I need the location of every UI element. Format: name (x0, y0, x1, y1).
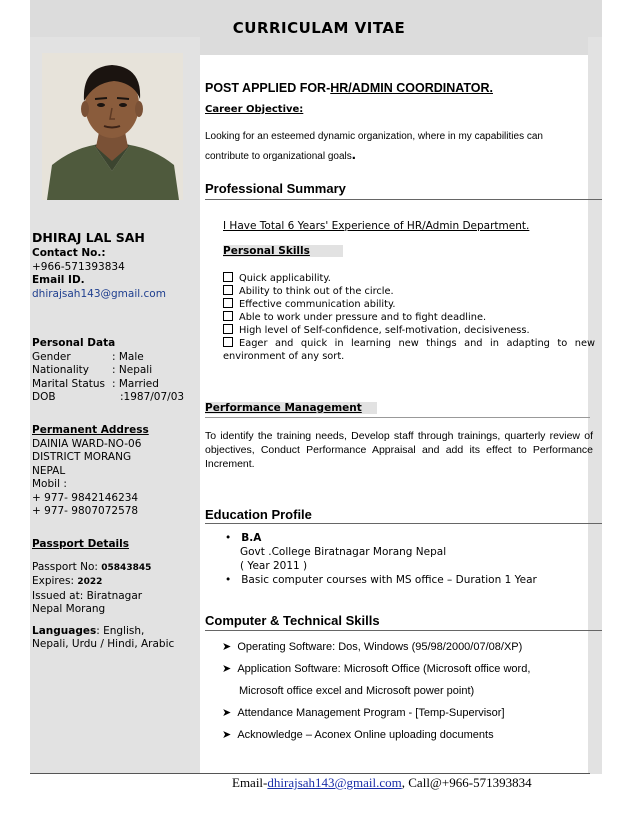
section-rule (205, 417, 590, 418)
education-profile-heading: Education Profile (205, 507, 312, 522)
skill-text: High level of Self-confidence, self-motivation, decisiveness. (239, 325, 530, 336)
languages-value-2: Nepali, Urdu / Hindi, Arabic (32, 638, 175, 650)
skill-item (223, 272, 595, 285)
footer-contact (232, 775, 532, 791)
checkbox-bullet-icon (223, 311, 233, 321)
candidate-name: DHIRAJ LAL SAH (32, 230, 145, 245)
computer-skill-item (222, 702, 594, 724)
computer-skills-list (222, 636, 594, 746)
personal-value: : Nepali (112, 364, 153, 376)
arrow-bullet-icon: ➤ (222, 663, 232, 675)
passport-no-label: Passport No: (32, 560, 98, 573)
computer-skill-item (222, 636, 594, 658)
education-college: Govt .College Biratnagar Morang Nepal (240, 546, 447, 558)
experience-summary: I Have Total 6 Years' Experience of HR/Admin Department. (223, 220, 530, 232)
personal-key: Gender (32, 350, 71, 363)
computer-skill-text: Operating Software: Dos, Windows (95/98/2000/07/08/XP) (237, 641, 523, 653)
passport-no-value: 05843845 (101, 562, 152, 573)
computer-skill-item (222, 658, 594, 680)
personal-data-block (32, 337, 197, 405)
computer-skill-item (222, 724, 594, 746)
address-line: DISTRICT MORANG (32, 451, 132, 463)
expires-label: Expires: (32, 575, 74, 587)
email-value[interactable]: dhirajsah143@gmail.com (32, 287, 166, 300)
skill-text: Able to work under pressure and to fight deadline. (239, 312, 487, 323)
arrow-bullet-icon: ➤ (222, 707, 232, 719)
passport-heading: Passport Details (32, 538, 129, 550)
address-line: + 977- 9807072578 (32, 505, 139, 517)
checkbox-bullet-icon (223, 324, 233, 334)
personal-key: DOB (32, 391, 56, 403)
objective-line-text: contribute to organizational goals (205, 151, 352, 162)
checkbox-bullet-icon (223, 285, 233, 295)
post-value: HR/ADMIN COORDINATOR. (330, 81, 493, 95)
education-item (225, 531, 595, 545)
education-degree: B.A (241, 532, 262, 544)
skill-item (223, 298, 595, 311)
education-item (225, 573, 595, 587)
address-line: DAINIA WARD-NO-06 (32, 437, 142, 450)
passport-issued: Issued at: Biratnagar (32, 589, 143, 602)
personal-data-heading: Personal Data (32, 337, 116, 349)
skill-text: Eager and quick in learning new things and in adapting to new environment of any sort. (223, 338, 595, 362)
career-objective-text (205, 128, 598, 166)
portrait-icon (42, 53, 183, 200)
skill-item (223, 311, 595, 324)
post-label: POST APPLIED FOR- (205, 81, 331, 95)
address-line: + 977- 9842146234 (32, 491, 139, 504)
computer-skill-text: Attendance Management Program - [Temp-Supervisor] (237, 707, 505, 719)
contact-value: +966-571393834 (32, 260, 125, 273)
portrait-photo (42, 53, 183, 200)
skill-item (223, 337, 595, 363)
section-rule (205, 199, 602, 200)
document-title: CURRICULAM VITAE (232, 19, 406, 37)
bullet-dot-icon: • (225, 574, 232, 586)
performance-text: To identify the training needs, Develop staff through trainings, quarterly review of objectives, Conduct Performance Appraisal and add its effect to Performance Increment. (205, 430, 593, 470)
education-year: ( Year 2011 ) (240, 560, 308, 572)
contact-label: Contact No.: (32, 247, 106, 259)
address-heading: Permanent Address (32, 424, 149, 436)
personal-row (32, 378, 197, 392)
contact-block (32, 247, 197, 301)
email-label: Email ID. (32, 274, 85, 286)
passport-block (32, 538, 197, 652)
skill-text: Effective communication ability. (239, 299, 396, 310)
passport-issued-place: Nepal Morang (32, 603, 106, 615)
computer-skills-heading: Computer & Technical Skills (205, 613, 380, 628)
skill-item (223, 324, 595, 337)
post-applied (205, 81, 598, 95)
objective-line (205, 146, 598, 166)
personal-row (32, 351, 197, 365)
languages (32, 625, 197, 639)
computer-skill-continuation: Microsoft office excel and Microsoft power point) (239, 685, 475, 697)
expires-value: 2022 (77, 577, 103, 587)
objective-period: . (351, 146, 356, 163)
passport-expires (32, 575, 197, 590)
section-rule (205, 630, 602, 631)
personal-value: : Married (112, 377, 159, 390)
education-course: Basic computer courses with MS office – Duration 1 Year (241, 574, 537, 586)
performance-management-heading: Performance Management (205, 402, 377, 414)
skill-item (223, 285, 595, 298)
languages-label: Languages (32, 624, 97, 637)
computer-skill-text: Application Software: Microsoft Office (Microsoft office word, (237, 663, 531, 675)
computer-skill-text: Acknowledge – Aconex Online uploading documents (237, 729, 494, 741)
education-list (225, 531, 595, 587)
personal-key: Marital Status (32, 377, 105, 390)
skill-text: Ability to think out of the circle. (239, 286, 394, 297)
address-line: Mobil : (32, 478, 67, 490)
section-rule (205, 523, 602, 524)
personal-key: Nationality (32, 364, 90, 376)
objective-line: Looking for an esteemed dynamic organization, where in my capabilities can (205, 131, 543, 142)
bullet-dot-icon: • (225, 532, 232, 544)
languages-value: : English, (96, 624, 145, 637)
career-objective-heading: Career Objective: (205, 104, 304, 115)
address-line: NEPAL (32, 464, 66, 477)
personal-row (32, 364, 197, 378)
personal-row (32, 391, 197, 405)
checkbox-bullet-icon (223, 272, 233, 282)
professional-summary-heading: Professional Summary (205, 181, 346, 196)
personal-value: : Male (112, 350, 144, 363)
personal-skills-heading: Personal Skills (223, 245, 343, 257)
footer-email-link[interactable]: dhirajsah143@gmail.com (267, 775, 402, 790)
checkbox-bullet-icon (223, 298, 233, 308)
address-block (32, 424, 197, 519)
personal-skills-list (223, 272, 595, 363)
footer-call: , Call@+966-571393834 (401, 775, 532, 790)
skill-text: Quick applicability. (239, 273, 331, 284)
checkbox-bullet-icon (223, 337, 233, 347)
personal-value: :1987/07/03 (120, 391, 185, 403)
arrow-bullet-icon: ➤ (222, 641, 232, 653)
passport-no (32, 561, 197, 576)
footer-email-label: Email- (232, 775, 268, 790)
arrow-bullet-icon: ➤ (222, 729, 232, 741)
footer-rule (30, 773, 590, 774)
